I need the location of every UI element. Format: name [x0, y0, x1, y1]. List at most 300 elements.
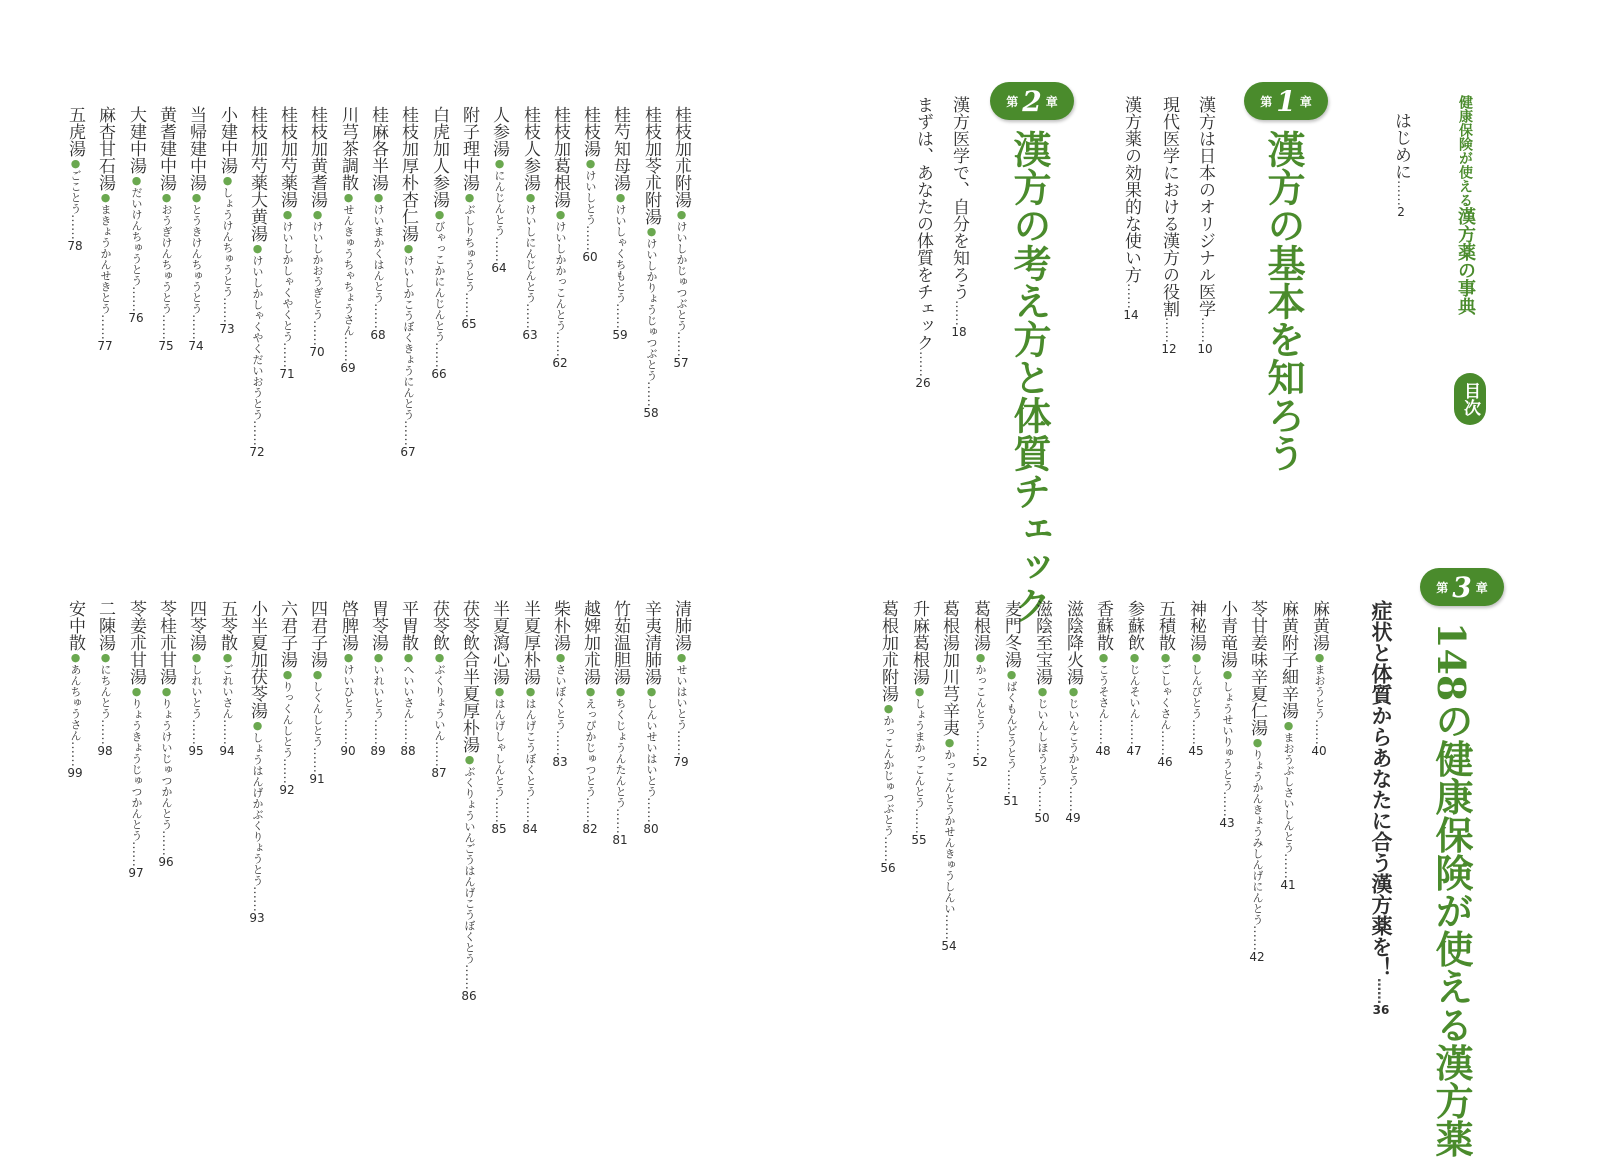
page-number: 84 [522, 822, 538, 836]
bullet-dot-icon: ● [69, 157, 82, 170]
toc-entry[interactable] [187, 106, 204, 352]
leader-dots: …… [68, 741, 83, 767]
page-number: 41 [1280, 878, 1296, 892]
page-number: 67 [400, 445, 416, 459]
page-number: 48 [1095, 744, 1111, 758]
bullet-dot-icon: ● [372, 651, 385, 664]
bullet-dot-icon: ● [493, 157, 506, 170]
entry-reading: さいぼくとう [554, 664, 567, 730]
bullet-dot-icon: ● [675, 208, 688, 221]
page-number: 10 [1197, 342, 1213, 356]
leader-dots: …… [250, 886, 265, 912]
entry-name: 麦門冬湯 [1001, 600, 1021, 668]
entry-name: 苓甘姜味辛夏仁湯 [1247, 600, 1267, 736]
leader-dots: …… [1220, 791, 1235, 817]
entry-reading: だいけんちゅうとう [130, 187, 143, 286]
leader-dots: …… [1312, 719, 1327, 745]
entry-reading: こうそさん [1097, 664, 1110, 719]
entry-name: 茯苓飲 [429, 600, 449, 651]
bullet-dot-icon: ● [281, 668, 294, 681]
entry-name: 葛根湯 [970, 600, 990, 651]
entry-reading: えっぴかじゅつとう [584, 698, 597, 797]
toc-entry[interactable] [611, 106, 628, 341]
leader-dots: …… [881, 836, 896, 862]
entry-reading: りっくんしとう [281, 681, 294, 758]
bullet-dot-icon: ● [1313, 651, 1326, 664]
entry-name: 茯苓飲合半夏厚朴湯 [459, 600, 479, 753]
bullet-dot-icon: ● [584, 685, 597, 698]
entry-name: 大建中湯 [126, 106, 146, 174]
toc-entry[interactable] [551, 600, 568, 768]
entry-name: 安中散 [65, 600, 85, 651]
toc-entry[interactable] [672, 600, 689, 768]
chapter-3-badge: 第 3 章 [1420, 568, 1504, 606]
chapter-2-title: 漢方の考え方と体質チェック [1007, 130, 1052, 624]
entry-reading: ぶくりょういん [433, 664, 446, 741]
page-number: 49 [1065, 811, 1081, 825]
entry-reading: とうきけんちゅうとう [190, 204, 203, 314]
toc-entry[interactable] [157, 600, 174, 868]
toc-entry[interactable] [551, 106, 568, 369]
leader-dots: …… [371, 303, 386, 329]
leader-dots: …… [432, 342, 447, 368]
bullet-dot-icon: ● [130, 685, 143, 698]
entry-reading: けいしかおうぎとう [311, 221, 324, 320]
page-number: 63 [522, 328, 538, 342]
entry-name: 啓脾湯 [338, 600, 358, 651]
toc-entry[interactable] [971, 600, 988, 768]
leader-dots: …… [1189, 719, 1204, 745]
leader-dots: …… [492, 236, 507, 262]
leader-dots: …… [1035, 786, 1050, 812]
bullet-dot-icon: ● [1282, 719, 1295, 732]
leader-dots: …… [401, 719, 416, 745]
entry-reading: にんじんとう [493, 170, 506, 236]
chapter-3-title: 148の健康保険が使える漢方薬 [1429, 622, 1474, 1157]
toc-entry[interactable] [1248, 600, 1265, 963]
entry-name: 清肺湯 [671, 600, 691, 651]
entry-reading: はんげしゃしんとう [493, 698, 506, 797]
page-number: 60 [582, 250, 598, 264]
entry-name: 桂枝加朮附湯 [671, 106, 691, 208]
page-number: 42 [1249, 950, 1265, 964]
bullet-dot-icon: ● [463, 191, 476, 204]
toc-entry[interactable] [66, 600, 83, 779]
chapter-2-badge: 第 2 章 [990, 82, 1074, 120]
entry-reading: けいひとう [342, 664, 355, 719]
toc-entry[interactable] [430, 600, 447, 779]
entry-name: 参蘇飲 [1124, 600, 1144, 651]
entry-name: 葛根加朮附湯 [878, 600, 898, 702]
bullet-dot-icon: ● [524, 685, 537, 698]
toc-entry[interactable] [96, 600, 113, 757]
entry-name: 黄耆建中湯 [156, 106, 176, 191]
entry-reading: けいしとう [584, 170, 597, 225]
bullet-dot-icon: ● [584, 157, 597, 170]
page-number: 50 [1034, 811, 1050, 825]
entry-reading: けいしゃくちもとう [614, 204, 627, 303]
leader-dots: …… [98, 719, 113, 745]
bullet-dot-icon: ● [69, 651, 82, 664]
page-number: 88 [400, 744, 416, 758]
mokuji-badge: 目次 [1454, 373, 1486, 425]
entry-name: 現代医学における漢方の役割 [1159, 96, 1179, 317]
leader-dots: …… [1158, 730, 1173, 756]
entry-reading: けいしかりょうじゅつぶとう [645, 238, 658, 381]
page-number: 65 [461, 317, 477, 331]
leader-dots: …… [220, 297, 235, 323]
leader-dots: …… [583, 797, 598, 823]
toc-entry[interactable] [278, 106, 295, 380]
toc-entry[interactable] [1218, 600, 1235, 829]
page-number: 99 [67, 766, 83, 780]
page-number: 62 [552, 356, 568, 370]
leader-dots: …… [159, 830, 174, 856]
entry-name: 香蘇散 [1093, 600, 1113, 651]
entry-name: 滋陰降火湯 [1063, 600, 1083, 685]
bullet-dot-icon: ● [1097, 651, 1110, 664]
toc-entry[interactable] [914, 96, 931, 389]
leader-dots: …… [583, 225, 598, 251]
entry-name: 四君子湯 [307, 600, 327, 668]
bullet-dot-icon: ● [1005, 668, 1018, 681]
page-number: 83 [552, 755, 568, 769]
leader-dots: …… [1250, 925, 1265, 951]
leader-dots: …… [189, 314, 204, 340]
entry-reading: せいはいとう [675, 664, 688, 730]
toc-entry[interactable] [369, 106, 386, 341]
toc-entry[interactable] [642, 106, 659, 419]
toc-entry[interactable] [308, 600, 325, 785]
toc-entry[interactable] [1033, 600, 1050, 824]
entry-name: 桂枝加芍薬大黄湯 [247, 106, 267, 242]
entry-reading: けいしにんじんとう [524, 204, 537, 303]
bullet-dot-icon: ● [1190, 651, 1203, 664]
page-number: 86 [461, 989, 477, 1003]
leader-dots: …… [462, 964, 477, 990]
bullet-dot-icon: ● [281, 208, 294, 221]
page-number: 66 [431, 367, 447, 381]
entry-reading: ちくじょうんたんとう [614, 698, 627, 808]
page-number: 18 [951, 325, 967, 339]
leader-dots: …… [68, 214, 83, 240]
toc-entry[interactable] [430, 106, 447, 380]
page-number: 69 [340, 361, 356, 375]
entry-reading: じいんこうかとう [1067, 698, 1080, 786]
toc-entry[interactable] [66, 106, 83, 252]
entry-name: 越婢加朮湯 [580, 600, 600, 685]
page-number: 64 [491, 261, 507, 275]
chapter-1-title: 漢方の基本を知ろう [1261, 130, 1306, 472]
leader-dots: …… [523, 797, 538, 823]
chapter-3-subtitle[interactable]: 症状と体質からあなたに合う漢方薬を！……36 [1369, 600, 1393, 1017]
bullet-dot-icon: ● [311, 668, 324, 681]
leader-dots: …… [674, 331, 689, 357]
toc-entry[interactable] [1125, 600, 1142, 757]
toc-entry[interactable] [581, 600, 598, 835]
leader-dots: …… [1127, 719, 1142, 745]
entry-name: 桂枝加苓朮附湯 [641, 106, 661, 225]
leader-dots: …… [341, 336, 356, 362]
entry-name: 桂枝湯 [580, 106, 600, 157]
page-number: 96 [158, 855, 174, 869]
entry-name: 桂枝加芍薬湯 [277, 106, 297, 208]
toc-entry[interactable] [490, 106, 507, 274]
bullet-dot-icon: ● [882, 702, 895, 715]
bullet-dot-icon: ● [554, 651, 567, 664]
entry-name: 苓姜朮甘湯 [126, 600, 146, 685]
bullet-dot-icon: ● [99, 651, 112, 664]
entry-reading: まおうぶしさいしんとう [1282, 732, 1295, 853]
leader-dots: …… [220, 719, 235, 745]
entry-reading: けいしかかっこんとう [554, 221, 567, 331]
entry-reading: いれいとう [372, 664, 385, 719]
entry-name: 麻黄附子細辛湯 [1278, 600, 1298, 719]
toc-entry[interactable] [187, 600, 204, 757]
entry-reading: ごれいさん [221, 664, 234, 719]
book-title: 健康保険が使える漢方薬の事典 [1455, 95, 1476, 315]
entry-name: 升麻葛根湯 [909, 600, 929, 685]
entry-name: 滋陰至宝湯 [1032, 600, 1052, 685]
toc-entry[interactable] [642, 600, 659, 835]
bullet-dot-icon: ● [614, 685, 627, 698]
toc-entry[interactable] [521, 106, 538, 341]
toc-entry[interactable] [339, 600, 356, 757]
bullet-dot-icon: ● [190, 191, 203, 204]
entry-name: 小青竜湯 [1217, 600, 1237, 668]
leader-dots: …… [462, 292, 477, 318]
page-number: 92 [279, 783, 295, 797]
page-number: 71 [279, 367, 295, 381]
leader-dots: …… [159, 314, 174, 340]
toc-entry[interactable] [1160, 96, 1177, 355]
leader-dots: …… [912, 808, 927, 834]
entry-reading: しょうまかっこんとう [913, 698, 926, 808]
leader-dots: …… [644, 797, 659, 823]
bullet-dot-icon: ● [614, 191, 627, 204]
toc-entry[interactable] [1279, 600, 1296, 891]
leader-dots: …… [310, 320, 325, 346]
page-number: 89 [370, 744, 386, 758]
bullet-dot-icon: ● [160, 191, 173, 204]
entry-reading: しくんしとう [311, 681, 324, 747]
toc-entry[interactable] [672, 106, 689, 369]
entry-reading: りょうかんきょうみしんげにんとう [1251, 749, 1264, 925]
leader-dots: …… [310, 747, 325, 773]
page-number: 56 [880, 861, 896, 875]
toc-entry[interactable] [460, 106, 477, 330]
bullet-dot-icon: ● [1221, 668, 1234, 681]
bullet-dot-icon: ● [943, 736, 956, 749]
toc-entry[interactable] [1064, 600, 1081, 824]
bullet-dot-icon: ● [645, 225, 658, 238]
toc-entry[interactable] [1310, 600, 1327, 757]
toc-entry[interactable] [278, 600, 295, 796]
entry-name: 竹茹温胆湯 [610, 600, 630, 685]
page-number: 46 [1157, 755, 1173, 769]
page-number: 78 [67, 239, 83, 253]
toc-entry[interactable] [96, 106, 113, 352]
entry-name: 辛夷清肺湯 [641, 600, 661, 685]
entry-reading: ぶしりちゅうとう [463, 204, 476, 292]
entry-reading: ぶくりょういんごうはんげこうぼくとう [463, 766, 476, 964]
bullet-dot-icon: ● [402, 242, 415, 255]
entry-name: 漢方は日本のオリジナル医学 [1195, 96, 1215, 317]
toc-entry[interactable] [1196, 96, 1213, 355]
entry-reading: ごしゃくさん [1159, 664, 1172, 730]
bullet-dot-icon: ● [251, 242, 264, 255]
entry-reading: しょうせいりゅうとう [1221, 681, 1234, 791]
page-number: 54 [941, 939, 957, 953]
bullet-dot-icon: ● [493, 685, 506, 698]
bullet-dot-icon: ● [433, 208, 446, 221]
page-number: 12 [1161, 342, 1177, 356]
entry-reading: りょうきょうじゅつかんとう [130, 698, 143, 841]
bullet-dot-icon: ● [130, 174, 143, 187]
page-number: 74 [188, 339, 204, 353]
entry-reading: けいまかくはんとう [372, 204, 385, 303]
bullet-dot-icon: ● [913, 685, 926, 698]
bullet-dot-icon: ● [1128, 651, 1141, 664]
entry-reading: おうぎけんちゅうとう [160, 204, 173, 314]
page-number: 81 [612, 833, 628, 847]
page-number: 77 [97, 339, 113, 353]
toc-entry[interactable] [1094, 600, 1111, 757]
leader-dots: …… [280, 342, 295, 368]
toc-entry[interactable] [490, 600, 507, 835]
entry-reading: ばくもんどうとう [1005, 681, 1018, 769]
toc-entry[interactable] [218, 600, 235, 757]
entry-name: 小半夏加茯苓湯 [247, 600, 267, 719]
toc-entry[interactable] [521, 600, 538, 835]
page-number: 82 [582, 822, 598, 836]
leader-dots: …… [1004, 769, 1019, 795]
bullet-dot-icon: ● [221, 174, 234, 187]
leader-dots: …… [916, 351, 931, 377]
entry-reading: はんげこうぼくとう [524, 698, 537, 797]
entry-name: 胃苓湯 [368, 600, 388, 651]
bullet-dot-icon: ● [1036, 685, 1049, 698]
entry-reading: しょうけんちゅうとう [221, 187, 234, 297]
entry-name: 半夏厚朴湯 [520, 600, 540, 685]
entry-name: 六君子湯 [277, 600, 297, 668]
page-number: 43 [1219, 816, 1235, 830]
page-number: 97 [128, 866, 144, 880]
page-number: 70 [309, 345, 325, 359]
toc-entry[interactable] [940, 600, 957, 952]
toc-entry[interactable] [248, 600, 265, 924]
bullet-dot-icon: ● [160, 685, 173, 698]
entry-name: 平胃散 [398, 600, 418, 651]
page-number: 87 [431, 766, 447, 780]
page-number: 58 [643, 406, 659, 420]
toc-entry[interactable] [218, 106, 235, 335]
toc-entry[interactable] [581, 106, 598, 263]
entry-name: 五積散 [1155, 600, 1175, 651]
entry-name: 小建中湯 [217, 106, 237, 174]
entry-name: 二陳湯 [95, 600, 115, 651]
page-number: 45 [1188, 744, 1204, 758]
bullet-dot-icon: ● [190, 651, 203, 664]
entry-name: 漢方医学で、自分を知ろう [949, 96, 969, 300]
bullet-dot-icon: ● [311, 208, 324, 221]
entry-name: 桂麻各半湯 [368, 106, 388, 191]
toc-entry[interactable] [308, 106, 325, 358]
bullet-dot-icon: ● [1159, 651, 1172, 664]
bullet-dot-icon: ● [342, 651, 355, 664]
bullet-dot-icon: ● [645, 685, 658, 698]
page-number: 90 [340, 744, 356, 758]
entry-reading: まきょうかんせきとう [99, 204, 112, 314]
toc-entry[interactable] [1156, 600, 1173, 768]
bullet-dot-icon: ● [463, 753, 476, 766]
entry-reading: しんいせいはいとう [645, 698, 658, 797]
entry-reading: しれいとう [190, 664, 203, 719]
toc-entry[interactable] [399, 600, 416, 757]
bullet-dot-icon: ● [342, 191, 355, 204]
toc-entry[interactable] [611, 600, 628, 846]
toc-entry[interactable] [369, 600, 386, 757]
leader-dots: …… [98, 314, 113, 340]
toc-entry[interactable] [1002, 600, 1019, 807]
toc-entry[interactable] [1122, 96, 1139, 321]
entry-name: 川芎茶調散 [338, 106, 358, 191]
leader-dots: …… [1162, 317, 1177, 343]
toc-entry[interactable] [248, 106, 265, 458]
entry-reading: じいんしほうとう [1036, 698, 1049, 786]
entry-name: 苓桂朮甘湯 [156, 600, 176, 685]
toc-entry[interactable] [910, 600, 927, 846]
page-number: 57 [673, 356, 689, 370]
entry-name: 当帰建中湯 [186, 106, 206, 191]
toc-entry[interactable] [399, 106, 416, 458]
bullet-dot-icon: ● [974, 651, 987, 664]
toc-entry[interactable] [1187, 600, 1204, 757]
entry-reading: ごことう [69, 170, 82, 214]
page-number: 95 [188, 744, 204, 758]
leader-dots: …… [1096, 719, 1111, 745]
toc-entry[interactable] [950, 96, 967, 338]
toc-entry[interactable] [339, 106, 356, 374]
toc-entry[interactable] [127, 600, 144, 879]
leader-dots: …… [523, 303, 538, 329]
page-number: 26 [915, 376, 931, 390]
leader-dots: …… [129, 841, 144, 867]
leader-dots: …… [189, 719, 204, 745]
entry-name: 五虎湯 [65, 106, 85, 157]
leader-dots: …… [553, 730, 568, 756]
entry-name: 桂枝加黄耆湯 [307, 106, 327, 208]
leader-dots: …… [341, 719, 356, 745]
intro-entry[interactable]: はじめに……2 [1391, 112, 1411, 219]
toc-entry[interactable] [879, 600, 896, 874]
entry-name: 桂枝加厚朴杏仁湯 [398, 106, 418, 242]
toc-entry[interactable] [127, 106, 144, 324]
toc-entry[interactable] [460, 600, 477, 1002]
page-number: 68 [370, 328, 386, 342]
bullet-dot-icon: ● [433, 651, 446, 664]
entry-reading: じんそいん [1128, 664, 1141, 719]
bullet-dot-icon: ● [99, 191, 112, 204]
toc-entry[interactable] [157, 106, 174, 352]
page-number: 40 [1311, 744, 1327, 758]
entry-name: 麻杏甘石湯 [95, 106, 115, 191]
entry-reading: にちんとう [99, 664, 112, 719]
entry-name: 葛根湯加川芎辛夷 [939, 600, 959, 736]
entry-name: まずは、あなたの体質をチェック [913, 96, 933, 351]
leader-dots: …… [973, 730, 988, 756]
entry-reading: かっこんかじゅつぶとう [882, 715, 895, 836]
